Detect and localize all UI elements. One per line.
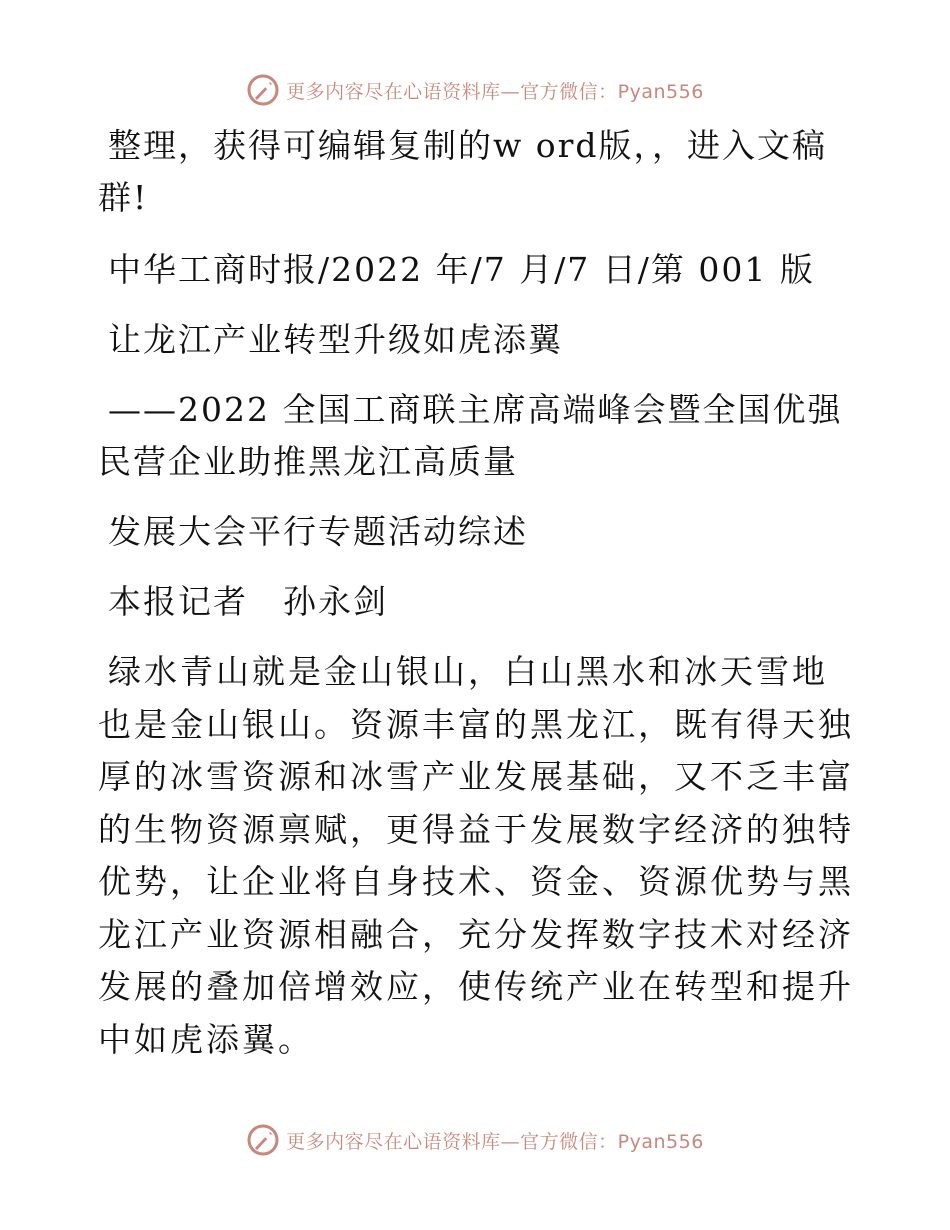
body-paragraph: 绿水青山就是金山银山，白山黑水和冰天雪地也是金山银山。资源丰富的黑龙江，既有得天独厚的冰雪资源和冰雪产业发展基础，又不乏丰富的生物资源禀赋，更得益于发展数字经济的独特优势，让企业将自身技术、资金、资源优势与黑龙江产业资源相融合，充分发挥数字技术对经济发展的叠加倍增效应，使传统产业在转型和提升中如虎添翼。 (98, 652, 854, 1059)
headline: 让龙江产业转型升级如虎添翼 (108, 320, 563, 359)
intro-paragraph: 整理，获得可编辑复制的w ord版，，进入文稿群! (98, 126, 828, 217)
subtitle-line-1: ——2022 全国工商联主席高端峰会暨全国优强民营企业助推黑龙江高质量 (98, 390, 843, 481)
source-line: 中华工商时报/2022 年/7 月/7 日/第 001 版 (108, 250, 815, 289)
document-body (98, 120, 858, 1086)
watermark-text: 更多内容尽在心语资料库—官方微信：Pyan556 (286, 1130, 704, 1153)
quill-circle-icon (246, 1123, 280, 1157)
watermark-header (0, 70, 950, 110)
watermark-footer (0, 1120, 950, 1160)
watermark-text: 更多内容尽在心语资料库—官方微信：Pyan556 (286, 80, 704, 103)
byline: 本报记者 孙永剑 (108, 582, 388, 621)
quill-circle-icon (246, 73, 280, 107)
subtitle-line-2: 发展大会平行专题活动综述 (108, 512, 528, 551)
